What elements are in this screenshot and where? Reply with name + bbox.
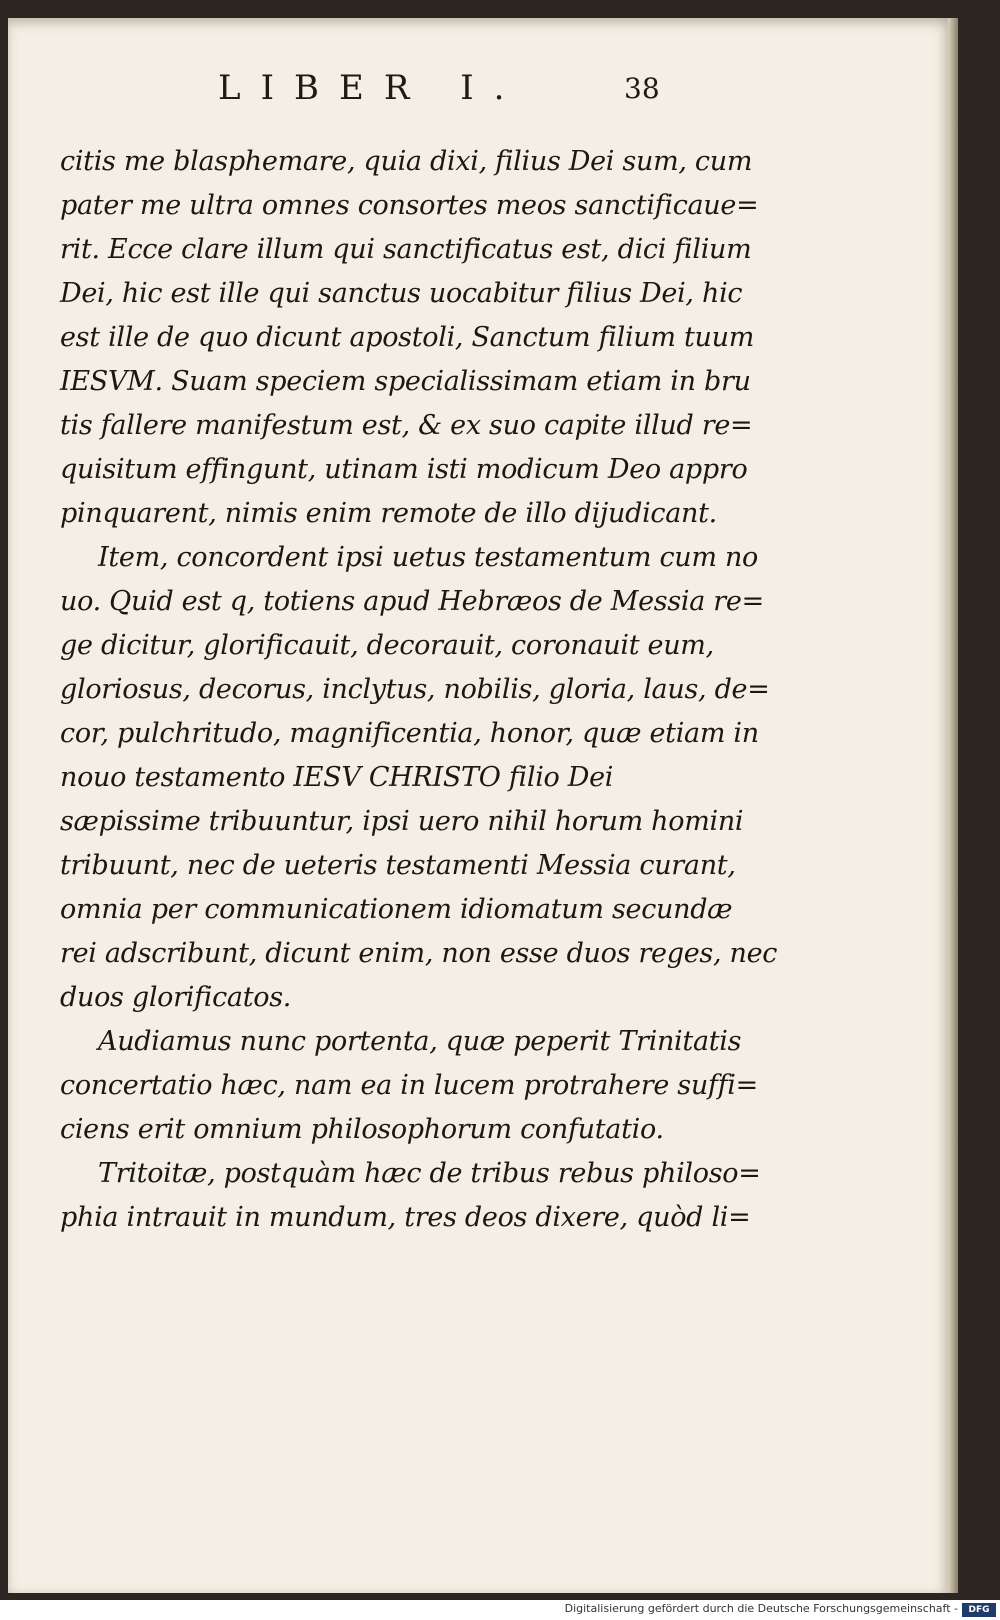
- text-line: quisitum effingunt, utinam isti modicum Deo appro: [60, 454, 748, 485]
- page-number: 38: [624, 72, 660, 105]
- digitization-footer: [0, 1600, 1000, 1620]
- text-line: uo. Quid est q, totiens apud Hebræos de Messia re=: [60, 586, 764, 617]
- page-edge: [948, 18, 958, 1593]
- text-line: ge dicitur, glorificauit, decorauit, coronauit eum,: [60, 630, 714, 661]
- text-line: omnia per communicationem idiomatum secundæ: [60, 894, 733, 925]
- paragraph-start-line: Item, concordent ipsi uetus testamentum cum no: [98, 542, 759, 573]
- text-line: sæpissime tribuuntur, ipsi uero nihil horum homini: [60, 806, 744, 837]
- text-line: ciens erit omnium philosophorum confutatio.: [60, 1114, 664, 1145]
- running-head: LIBER I.: [218, 68, 525, 108]
- text-line: pater me ultra omnes consortes meos sanctificaue=: [60, 190, 759, 221]
- text-line: IESVM. Suam speciem specialissimam etiam in bru: [60, 366, 751, 397]
- text-line: rei adscribunt, dicunt enim, non esse duos reges, nec: [60, 938, 778, 969]
- text-line: rit. Ecce clare illum qui sanctificatus est, dici filium: [60, 234, 752, 265]
- text-line: concertatio hæc, nam ea in lucem protrahere suffi=: [60, 1070, 758, 1101]
- dfg-logo: DFG: [962, 1603, 996, 1617]
- text-line: phia intrauit in mundum, tres deos dixere, quòd li=: [60, 1202, 751, 1233]
- text-line: tribuunt, nec de ueteris testamenti Messia curant,: [60, 850, 736, 881]
- text-line: tis fallere manifestum est, & ex suo capite illud re=: [60, 410, 753, 441]
- paragraph-start-line: Audiamus nunc portenta, quæ peperit Trinitatis: [98, 1026, 742, 1057]
- text-line: citis me blasphemare, quia dixi, filius Dei sum, cum: [60, 146, 753, 177]
- page-header: [0, 68, 1000, 118]
- text-line: nouo testamento IESV CHRISTO filio Dei: [60, 762, 614, 793]
- text-line: duos glorificatos.: [60, 982, 292, 1013]
- text-line: pinquarent, nimis enim remote de illo dijudicant.: [60, 498, 717, 529]
- text-line: cor, pulchritudo, magnificentia, honor, quæ etiam in: [60, 718, 759, 749]
- paragraph-start-line: Tritoitæ, postquàm hæc de tribus rebus philoso=: [98, 1158, 761, 1189]
- text-line: Dei, hic est ille qui sanctus uocabitur filius Dei, hic: [60, 278, 743, 309]
- text-line: est ille de quo dicunt apostoli, Sanctum filium tuum: [60, 322, 755, 353]
- funding-credit: Digitalisierung gefördert durch die Deutsche Forschungsgemeinschaft -: [564, 1602, 958, 1615]
- text-line: gloriosus, decorus, inclytus, nobilis, gloria, laus, de=: [60, 674, 770, 705]
- body-text: [60, 140, 778, 1240]
